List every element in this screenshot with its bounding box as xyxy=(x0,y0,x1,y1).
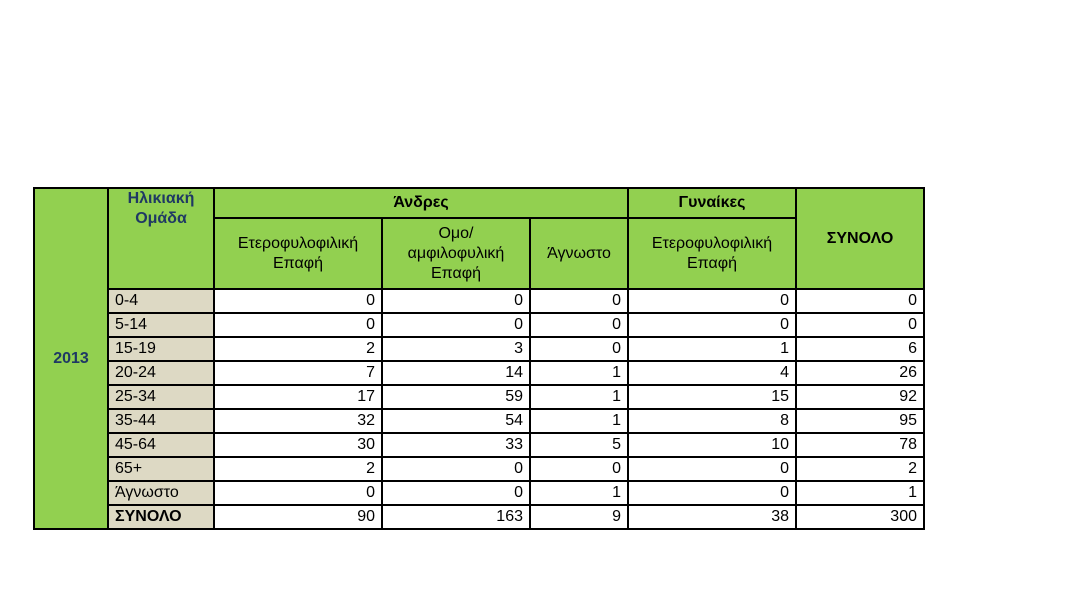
men-homo-cell: 54 xyxy=(382,409,530,433)
women-hetero-cell: 0 xyxy=(628,457,796,481)
women-hetero-cell: 10 xyxy=(628,433,796,457)
men-hetero-cell: 7 xyxy=(214,361,382,385)
women-hetero-cell: 0 xyxy=(628,481,796,505)
age-group-cell: 20-24 xyxy=(108,361,214,385)
men-homo-cell: 3 xyxy=(382,337,530,361)
men-homo-cell: 0 xyxy=(382,313,530,337)
total-cell: 1 xyxy=(796,481,924,505)
age-group-cell: 45-64 xyxy=(108,433,214,457)
women-hetero-cell: 0 xyxy=(628,289,796,313)
total-cell: 0 xyxy=(796,289,924,313)
women-hetero-line1: Ετεροφυλοφιλική xyxy=(651,234,773,252)
women-hetero-header xyxy=(628,218,796,289)
women-hetero-cell: 15 xyxy=(628,385,796,409)
age-group-cell: 25-34 xyxy=(108,385,214,409)
men-hetero-cell: 0 xyxy=(214,481,382,505)
men-hetero-cell: 2 xyxy=(214,337,382,361)
table-row xyxy=(34,313,924,337)
syphilis-cases-table xyxy=(33,187,925,530)
men-unknown-cell: 0 xyxy=(530,457,628,481)
men-homo-line1: Ομο/ xyxy=(438,224,474,242)
men-homo-cell: 163 xyxy=(382,505,530,529)
total-cell: 78 xyxy=(796,433,924,457)
men-hetero-header xyxy=(214,218,382,289)
women-hetero-cell: 1 xyxy=(628,337,796,361)
men-unknown-cell: 0 xyxy=(530,337,628,361)
age-group-header xyxy=(108,188,214,289)
men-unknown-cell: 1 xyxy=(530,361,628,385)
men-unknown-header: Άγνωστο xyxy=(530,218,628,289)
men-unknown-cell: 0 xyxy=(530,289,628,313)
women-hetero-cell: 0 xyxy=(628,313,796,337)
men-unknown-cell: 0 xyxy=(530,313,628,337)
table-row xyxy=(34,481,924,505)
age-group-cell: 35-44 xyxy=(108,409,214,433)
age-group-cell: 65+ xyxy=(108,457,214,481)
table-row xyxy=(34,337,924,361)
table-row xyxy=(34,361,924,385)
total-row xyxy=(34,505,924,529)
men-unknown-cell: 5 xyxy=(530,433,628,457)
men-homo-cell: 0 xyxy=(382,457,530,481)
men-homo-cell: 33 xyxy=(382,433,530,457)
men-homo-line2: αμφιλοφυλική xyxy=(407,244,505,262)
men-homo-cell: 14 xyxy=(382,361,530,385)
women-hetero-cell: 8 xyxy=(628,409,796,433)
men-unknown-cell: 1 xyxy=(530,409,628,433)
men-hetero-cell: 30 xyxy=(214,433,382,457)
men-homo-cell: 0 xyxy=(382,289,530,313)
women-header: Γυναίκες xyxy=(628,188,796,218)
age-group-cell: 5-14 xyxy=(108,313,214,337)
men-hetero-cell: 0 xyxy=(214,313,382,337)
total-cell: 300 xyxy=(796,505,924,529)
men-homo-cell: 59 xyxy=(382,385,530,409)
men-hetero-cell: 32 xyxy=(214,409,382,433)
men-unknown-cell: 1 xyxy=(530,385,628,409)
age-group-cell: ΣΥΝΟΛΟ xyxy=(108,505,214,529)
age-group-cell: 0-4 xyxy=(108,289,214,313)
total-cell: 26 xyxy=(796,361,924,385)
men-hetero-cell: 2 xyxy=(214,457,382,481)
table-row xyxy=(34,409,924,433)
table-row xyxy=(34,433,924,457)
table-row xyxy=(34,385,924,409)
total-cell: 92 xyxy=(796,385,924,409)
age-header-line1: Ηλικιακή xyxy=(127,190,195,207)
age-group-cell: Άγνωστο xyxy=(108,481,214,505)
total-cell: 2 xyxy=(796,457,924,481)
women-hetero-line2: Επαφή xyxy=(686,254,737,272)
men-homo-line3: Επαφή xyxy=(430,264,481,282)
total-cell: 0 xyxy=(796,313,924,337)
men-hetero-cell: 90 xyxy=(214,505,382,529)
men-unknown-cell: 9 xyxy=(530,505,628,529)
men-hetero-line2: Επαφή xyxy=(272,254,323,272)
women-hetero-cell: 38 xyxy=(628,505,796,529)
men-homo-cell: 0 xyxy=(382,481,530,505)
men-hetero-cell: 0 xyxy=(214,289,382,313)
age-group-cell: 15-19 xyxy=(108,337,214,361)
women-hetero-cell: 4 xyxy=(628,361,796,385)
men-hetero-cell: 17 xyxy=(214,385,382,409)
year-cell: 2013 xyxy=(34,188,108,529)
total-cell: 95 xyxy=(796,409,924,433)
total-cell: 6 xyxy=(796,337,924,361)
men-hetero-line1: Ετεροφυλοφιλική xyxy=(237,234,359,252)
men-homo-header xyxy=(382,218,530,289)
men-unknown-cell: 1 xyxy=(530,481,628,505)
table-row xyxy=(34,289,924,313)
total-header: ΣΥΝΟΛΟ xyxy=(796,188,924,289)
table-row xyxy=(34,457,924,481)
men-header: Άνδρες xyxy=(214,188,628,218)
age-header-line2: Ομάδα xyxy=(135,210,187,227)
